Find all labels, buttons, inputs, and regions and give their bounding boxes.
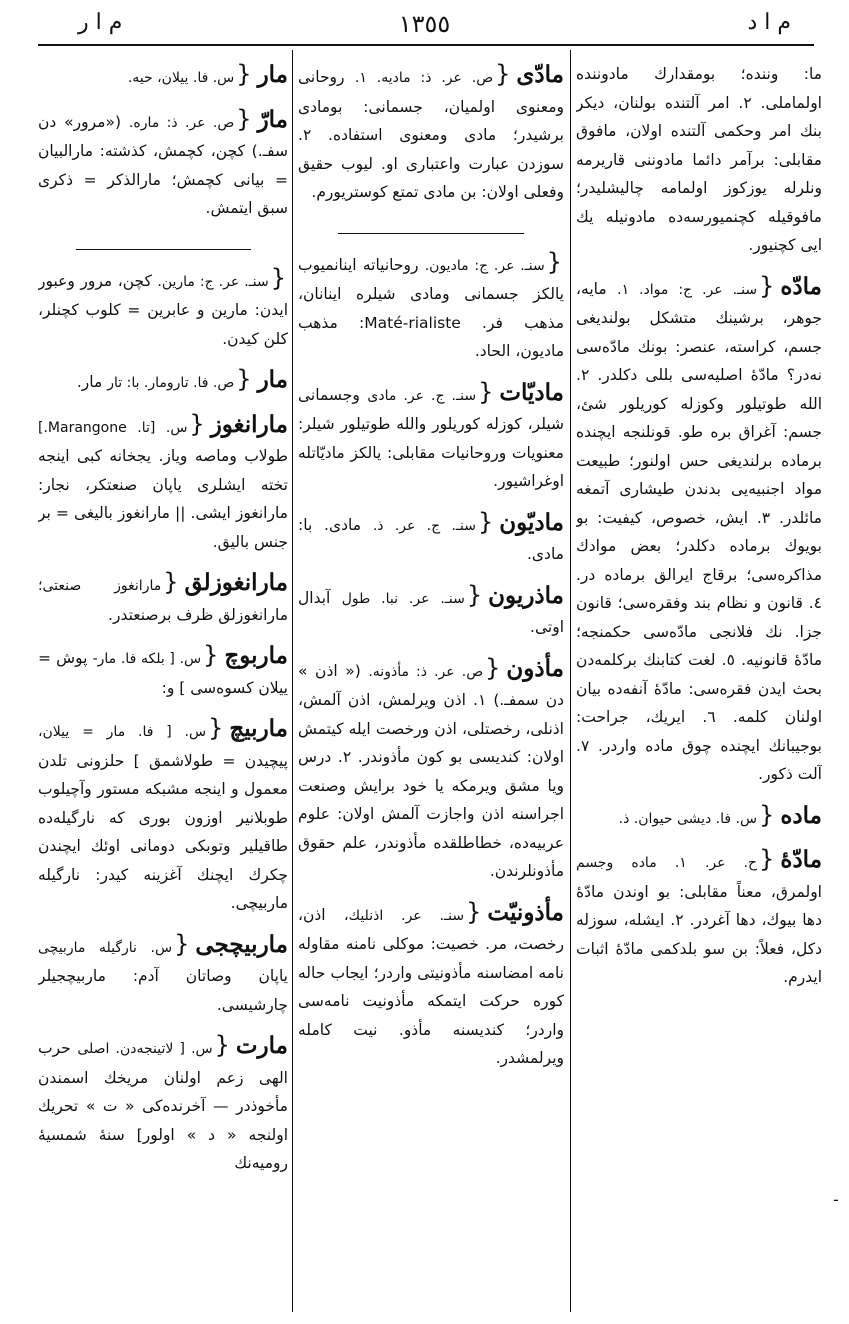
dictionary-entry	[298, 581, 564, 642]
entry-headword: ماذريون	[488, 581, 564, 609]
entry-definition: كچن، مرور وعبور ايدن: مارين و عابرين = كلوب كچنلر، كلن كيدن.	[38, 271, 288, 348]
entry-headword: ماديّون	[499, 508, 564, 536]
entry-headword: مارانغوزلق	[184, 569, 288, 596]
entry-headword: ماربوچ	[224, 642, 288, 669]
entry-grammar: س. [ بلكه فا. مار-	[92, 651, 202, 667]
dictionary-entry	[38, 60, 288, 93]
margin-mark: -	[833, 1190, 839, 1209]
header-rule	[38, 44, 814, 46]
entry-definition: ما: وننده؛ بومقدارك مادوننده اولماملى. ٢. امر آلتنده بولنان، ديكر بنك امر وحكمى آلتنده اولان، مافوق مقابلى: برآمر دائما مادوننى قاريرمه ونلرله يوزكوز اولمامه چاليشليدر؛ مافوقيله كچنميورسه‌ده مادونيله يك ايى كچنيور.	[576, 65, 822, 254]
entry-grammar: ص. عر. ذ: مأذونه.	[368, 663, 484, 680]
dictionary-entry	[298, 60, 564, 207]
brace-glyph: {	[466, 580, 483, 609]
page-header	[38, 6, 811, 40]
dictionary-entry	[38, 641, 288, 702]
brace-glyph: {	[478, 377, 494, 406]
entry-definition: (« اذن » دن سمفـ.) ١. اذن ويرلمش، اذن آلمش، اذنلى، رخصتلى، اذن ورخصت ايله كيتمش اولان: كنديسى بو كون مأذوندر. ٢. درس ويا مشق ويرمكه يا خود برايش وصنعت اجراسنه اذن واجازت آلمش اولان: علوم عربيه‌ده، خطاطلقده مأذوندر، علم حقوق مأذونلرندن.	[298, 661, 564, 880]
entry-definition: آبدال اوتى.	[298, 588, 564, 636]
entry-definition: پوش = ييلان كسوه‌سى ] و:	[38, 649, 288, 697]
entry-grammar: سنـ. عر. اذنليك،	[344, 907, 465, 924]
dictionary-entry	[38, 105, 288, 223]
entry-headword: مارّ	[257, 105, 288, 133]
dictionary-entry	[38, 410, 288, 557]
entry-grammar: س. نارگيله ماربيچى	[38, 939, 173, 956]
brace-glyph: {	[214, 1031, 230, 1059]
entry-definition: پيچيدن = طولاشمق ] حلزونى تلدن معمول و اينجه مشبكه مستور وآچيلوب طوبلانير اوزون بورى كه نارگيله‌ده طاقيلير وتوبكى دومانى اوئك ايچندن چكرك ايچنك آغزينه كيدر: نارگيله ماربيچى.	[38, 751, 288, 912]
brace-glyph: {	[174, 929, 190, 958]
entry-grammar: سنـ. ج. عر. ذ.	[372, 517, 476, 534]
brace-glyph: {	[477, 507, 494, 536]
brace-glyph: {	[208, 714, 224, 742]
dictionary-entry	[38, 365, 288, 398]
entry-headword: ماربيچ	[229, 715, 288, 742]
entry-headword: ماده	[780, 801, 822, 829]
entry-definition: مار.	[76, 373, 103, 391]
brace-glyph: {	[466, 897, 482, 926]
entry-definition: وجسمانى شيلر، كوزله كوريلور والله طوتيلور شيلر: معنويات وروحانيات مقابلى: يالكز ماديّاتله اوغراشيور.	[298, 385, 564, 490]
entry-definition: («مرور» دن سفـ.) كچن، كچمش، كذشته: مارالبيان = بيانى كچمش؛ مارالذكر = ذكرى سبق ايتمش.	[38, 112, 288, 217]
entry-headword: مارت	[235, 1032, 288, 1059]
entry-grammar: س. [ فا. مار = ييلان،	[38, 724, 207, 740]
entry-grammar: ص. عر. ذ: ماديه. ١.	[354, 70, 494, 86]
entry-grammar: سنـ. ج. عر. مادى	[367, 387, 477, 404]
entry-grammar: س. [تا. Marangone.]	[38, 419, 188, 436]
brace-glyph: {	[485, 653, 501, 682]
entry-grammar: سنـ. عر. ج: مواد. ١.	[617, 281, 758, 298]
column-right	[576, 60, 822, 1310]
dictionary-entry	[298, 248, 564, 366]
brace-glyph: {	[203, 641, 219, 669]
entry-definition: اولمرق، معناً مقابلى: بو اوندن مادّهٔ دها بيوك، دها آغردر. ٢. ايشله، سوزله دكل، فعلاً: بن سو بلدكمى مادّهٔ اثبات ايدرم.	[576, 882, 822, 986]
brace-glyph: {	[236, 60, 252, 88]
entry-grammar: ح. عر. ١. ماده وجسم	[576, 855, 758, 871]
dictionary-entry	[38, 568, 288, 629]
entry-grammar: ص. عر. ذ: ماره.	[128, 114, 235, 131]
entry-definition: مايه، جوهر، برشينك متشكل بولنديغى جسم، كراسته، عنصر: بونك مادّه‌سى نه‌در؟ مادّهٔ اصليه‌سى بللى دكلدر. ٢. الله طوتيلور وكوزله كوريلور شئ، جسم: آغراق بره طو. قونلنجه ايچنده برماده برلنديغى حس اولنور؛ طبيعت مواد اجنبيه‌يى بدندن طيشارى آتمغه مائلدر. ٣. ايش، خصوص، كيفيت: بو بويوك برماده دكلدر؛ بعض موادك مذاكره‌سى؛ برقاج ايرالق برماده در. ٤. قانون و نظام بند وفقره‌سى؛ قانون جزا. نك فلانجى مادّه‌سى حكمنجه؛ مادّهٔ قانونيه. ٥. لغت كتابنك بركلمه‌دن بحث ايدن فقره‌سى: مادّهٔ آنفه‌ده بيان اولنان كلمه. ٦. ايريك، جراحت: بوجيبانك ايچنده چوق ماده واردر. ٧. آلت ذكور.	[576, 279, 822, 783]
entry-grammar: ص. فا. تارومار. با: تار	[107, 375, 235, 391]
dictionary-entry	[576, 801, 822, 834]
entry-headword: مأذونيّت	[487, 898, 564, 926]
entry-definition: طولاب وماصه وياز. يجخانه كبى اينجه تخته ايشلرى ياپان صنعتكر، نجار: مارانغوز ايشى. || مارانغوز باليغى = بر جنس باليق.	[38, 447, 288, 551]
brace-glyph: {	[236, 365, 252, 393]
entry-headword: مأذون	[506, 654, 564, 682]
entry-headword: ماربيچجى	[195, 930, 288, 958]
header-left-letters: م ا ر	[78, 10, 123, 35]
entry-definition: مارانغوزلق ظرف برصنعتدر.	[108, 605, 288, 624]
column-divider	[292, 50, 293, 1312]
dictionary-entry	[298, 654, 564, 886]
dictionary-entry	[298, 378, 564, 496]
dictionary-entry	[576, 845, 822, 992]
entry-grammar: سنـ. عر. نبا. طول	[341, 590, 465, 607]
brace-glyph: {	[163, 568, 179, 596]
entry-grammar: سنـ. عر. ج: مارين.	[157, 273, 269, 290]
entry-grammar: سنـ. عر. ج: ماديون.	[424, 257, 545, 274]
entry-separator	[298, 219, 564, 238]
brace-glyph: {	[495, 60, 511, 88]
entry-headword: مار	[257, 366, 288, 393]
dictionary-entry	[38, 264, 288, 354]
dictionary-entry	[576, 272, 822, 789]
entry-headword: مار	[257, 61, 288, 88]
entry-definition: روحانياته اينانميوب يالكز جسمانى ومادى شيلره اينانان، مذهب فر. Maté-rialiste: مذهب ماديون، الحاد.	[298, 255, 564, 360]
entry-definition: حرب الهى زعم اولنان مريخك اسمندن مأخوذدر — آخرنده‌كى « ت » تحريك اولنجه « د » اولور] سنهٔ شمسيهٔ روميه‌نك	[38, 1039, 288, 1172]
dictionary-entry	[38, 714, 288, 918]
entry-definition: اذن، رخصت، مر. خصيت: موكلى نامنه مقاوله نامه امضاسنه مأذونيتى واردر؛ ايجاب حاله كوره حركت ايتمكه مأذونيت نامه‌سى واردر؛ كنديسنه مأذو. نيت كامله ويرلمشدر.	[298, 905, 564, 1067]
dictionary-entry	[38, 930, 288, 1020]
entry-grammar: س. فا. ييلان، حيه.	[127, 70, 235, 86]
dictionary-entry	[38, 1031, 288, 1178]
page-number: ١٣٥٥	[398, 10, 451, 38]
entry-definition: ياپان وصاتان آدم: ماربيچجيلر چارشيسى.	[38, 967, 288, 1014]
dictionary-entry	[298, 508, 564, 569]
brace-glyph: {	[546, 247, 562, 276]
entry-headword: مادّهٔ	[780, 846, 822, 873]
entry-headword: مادّه	[780, 272, 822, 300]
entry-grammar: س. [ لاتينجه‌دن. اصلى	[77, 1041, 213, 1057]
column-divider	[570, 50, 571, 1312]
entry-separator	[38, 235, 288, 254]
entry-grammar: س. فا. ديشى حيوان. ذ.	[618, 810, 758, 827]
entry-definition: روحانى ومعنوى اولميان، جسمانى: بومادى برشيدر؛ مادى ومعنوى استفاده. ٢. سوزدن عبارت واعتبارى او. ليوب حقيق وفعلى اولان: بن مادى تمتع كوستريورم.	[298, 68, 564, 201]
brace-glyph: {	[759, 800, 775, 829]
dictionary-entry	[576, 60, 822, 260]
entry-headword: مادّى	[516, 61, 564, 88]
entry-headword: ماديّات	[499, 378, 564, 406]
column-left	[38, 60, 288, 1310]
entry-grammar: مارانغوز صنعتى؛	[38, 578, 162, 594]
brace-glyph: {	[759, 271, 775, 300]
brace-glyph: {	[236, 104, 252, 133]
entry-headword: مارانغوز	[210, 410, 288, 438]
entry-definition: مادى. با: مادى.	[298, 515, 564, 563]
header-right-letters: م ا د	[747, 10, 791, 35]
dictionary-entry	[298, 898, 564, 1073]
column-middle	[298, 60, 564, 1310]
brace-glyph: {	[270, 263, 286, 292]
brace-glyph: {	[189, 409, 205, 438]
brace-glyph: {	[759, 845, 775, 873]
